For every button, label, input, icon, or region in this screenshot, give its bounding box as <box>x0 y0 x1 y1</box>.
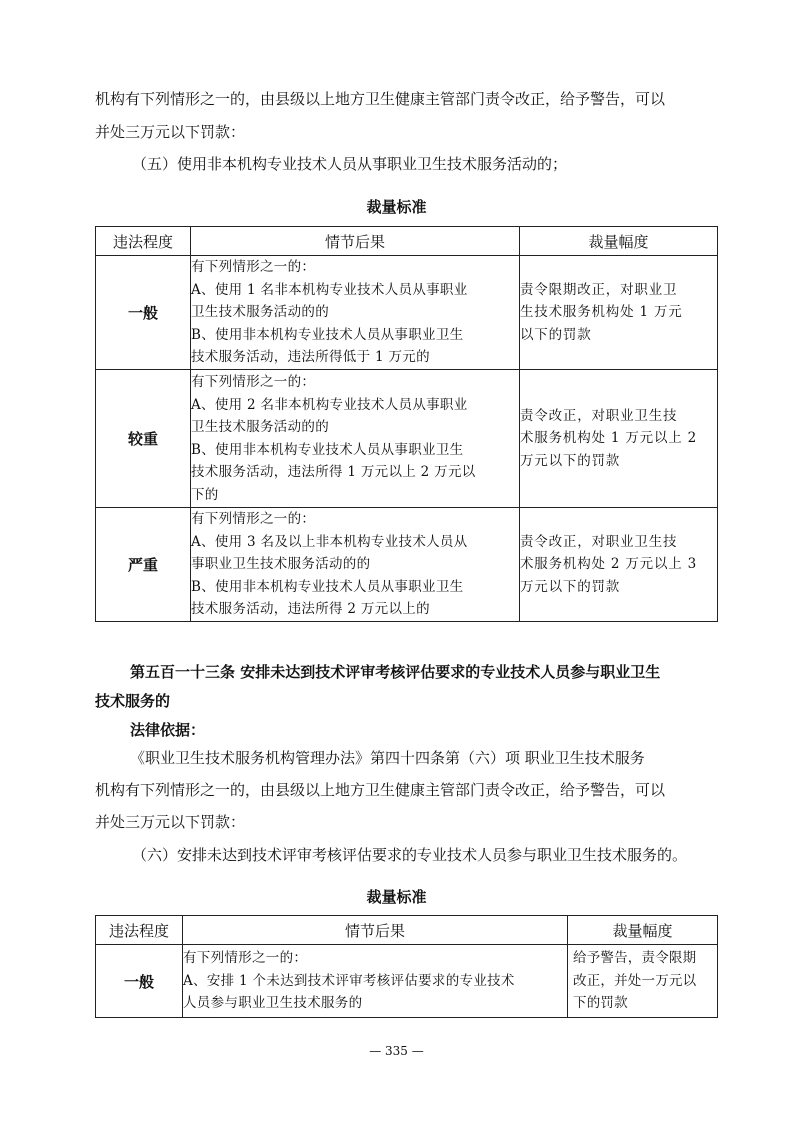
level-cell: 一般 <box>96 945 183 1018</box>
result-line: 改正，并处一万元以 <box>573 972 697 989</box>
table-row <box>96 256 718 370</box>
header-facts: 情节后果 <box>191 227 520 256</box>
facts-line: B、使用非本机构专业技术人员从事职业卫生 <box>191 441 464 458</box>
level-cell: 严重 <box>96 508 191 622</box>
table-row <box>96 508 718 622</box>
facts-line: B、使用非本机构专业技术人员从事职业卫生 <box>191 326 464 343</box>
level-cell: 较重 <box>96 370 191 508</box>
facts-line: A、使用 1 名非本机构专业技术人员从事职业 <box>191 281 468 298</box>
discretion-table-2 <box>95 915 718 1018</box>
header-result: 裁量幅度 <box>568 916 718 945</box>
item-6: （六）安排未达到技术评审考核评估要求的专业技术人员参与职业卫生技术服务的。 <box>132 846 688 864</box>
facts-cell <box>191 256 520 370</box>
header-result: 裁量幅度 <box>520 227 718 256</box>
facts-line: A、使用 3 名及以上非本机构专业技术人员从 <box>191 533 468 550</box>
intro-line-1: 机构有下列情形之一的，由县级以上地方卫生健康主管部门责令改正，给予警告，可以 <box>95 90 666 108</box>
result-line: 术服务机构处 1 万元以上 2 <box>520 430 698 447</box>
legal-basis-label: 法律依据： <box>130 721 206 739</box>
facts-line: 人员参与职业卫生技术服务的 <box>183 995 363 1012</box>
facts-line: 有下列情形之一的： <box>191 259 316 276</box>
result-cell <box>520 508 718 622</box>
table-header-row <box>96 916 718 945</box>
facts-line: B、使用非本机构专业技术人员从事职业卫生 <box>191 578 464 595</box>
result-line: 万元以下的罚款 <box>520 452 621 469</box>
intro-item-5: （五）使用非本机构专业技术人员从事职业卫生技术服务活动的； <box>132 155 568 173</box>
header-level: 违法程度 <box>96 916 183 945</box>
header-level: 违法程度 <box>96 227 191 256</box>
result-cell <box>568 945 718 1018</box>
facts-line: A、使用 2 名非本机构专业技术人员从事职业 <box>191 396 468 413</box>
result-line: 下的罚款 <box>573 995 628 1012</box>
table-row <box>96 370 718 508</box>
basis-line-3: 并处三万元以下罚款： <box>95 813 246 831</box>
facts-line: A、安排 1 个未达到技术评审考核评估要求的专业技术 <box>183 972 515 989</box>
basis-line-2: 机构有下列情形之一的，由县级以上地方卫生健康主管部门责令改正，给予警告，可以 <box>95 781 666 799</box>
intro-line-2: 并处三万元以下罚款： <box>95 123 246 141</box>
table-header-row <box>96 227 718 256</box>
facts-cell <box>183 945 568 1018</box>
result-line: 术服务机构处 2 万元以上 3 <box>520 556 698 572</box>
facts-line: 技术服务活动，违法所得 1 万元以上 2 万元以 <box>191 464 476 480</box>
result-line: 责令改正，对职业卫生技 <box>520 407 678 424</box>
result-cell <box>520 370 718 508</box>
header-facts: 情节后果 <box>183 916 568 945</box>
article-title-line-2: 技术服务的 <box>95 692 171 710</box>
basis-line-1: 《职业卫生技术服务机构管理办法》第四十四条第（六）项 职业卫生技术服务 <box>130 749 645 767</box>
facts-line: 有下列情形之一的： <box>183 950 308 967</box>
facts-line: 技术服务活动，违法所得低于 1 万元的 <box>191 349 430 366</box>
result-line: 以下的罚款 <box>520 326 592 343</box>
table2-title: 裁量标准 <box>366 888 427 906</box>
facts-line: 卫生技术服务活动的的 <box>191 304 329 321</box>
result-cell <box>520 256 718 370</box>
article-title-line-1: 第五百一十三条 安排未达到技术评审考核评估要求的专业技术人员参与职业卫生 <box>130 663 661 681</box>
facts-line: 下的 <box>191 486 219 503</box>
facts-line: 卫生技术服务活动的的 <box>191 419 329 435</box>
table-row <box>96 945 718 1018</box>
facts-cell <box>191 370 520 508</box>
table1-title: 裁量标准 <box>366 198 427 216</box>
facts-line: 技术服务活动，违法所得 2 万元以上的 <box>191 601 430 617</box>
result-line: 生技术服务机构处 1 万元 <box>520 304 683 321</box>
result-line: 责令限期改正，对职业卫 <box>520 281 678 298</box>
page-number: — 335 — <box>369 1044 424 1058</box>
facts-line: 有下列情形之一的： <box>191 511 316 527</box>
discretion-table-1 <box>95 226 718 622</box>
result-line: 给予警告，责令限期 <box>573 950 697 967</box>
facts-cell <box>191 508 520 622</box>
facts-line: 有下列情形之一的： <box>191 374 316 390</box>
result-line: 责令改正，对职业卫生技 <box>520 533 678 550</box>
level-cell: 一般 <box>96 256 191 370</box>
result-line: 万元以下的罚款 <box>520 578 621 595</box>
facts-line: 事职业卫生技术服务活动的的 <box>191 556 371 572</box>
